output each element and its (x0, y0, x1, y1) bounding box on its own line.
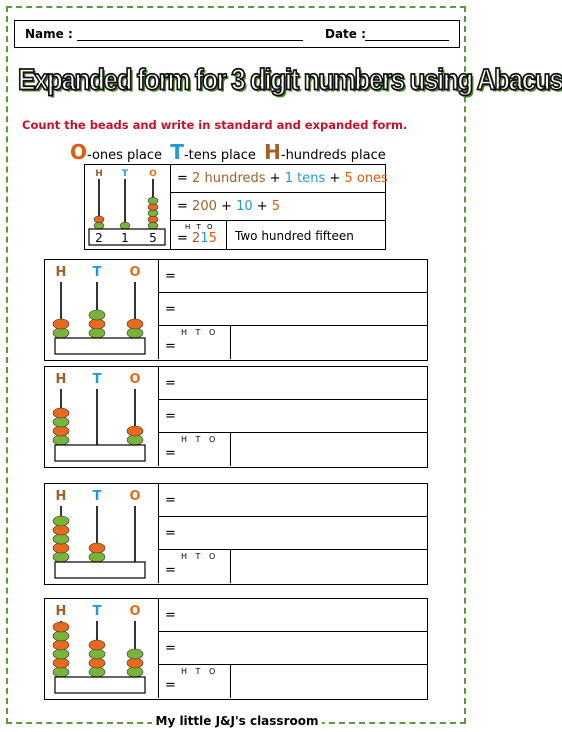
hto-header: H T O (181, 667, 219, 676)
answer-expanded-cell[interactable] (159, 517, 427, 550)
legend-t-text: -tens place (183, 148, 256, 163)
place-label-h: H (55, 489, 67, 504)
answer-words-cell[interactable] (159, 260, 427, 293)
abacus-base (55, 338, 145, 354)
date-field[interactable] (365, 40, 449, 41)
hto-header: H T O (181, 435, 219, 444)
answer-expanded-cell[interactable] (159, 400, 427, 433)
exercise-abacus (45, 260, 159, 359)
answer-standard-cell[interactable] (159, 433, 231, 466)
bead-h-2 (53, 543, 69, 553)
bead-h-5 (53, 631, 69, 641)
place-label-o: O (129, 265, 141, 280)
bead-o-2 (127, 658, 143, 668)
example-digit-1: 2 (95, 231, 103, 245)
answer-standard-cell[interactable] (159, 550, 231, 583)
equals-sign: = (165, 409, 176, 424)
place-label-t: T (121, 169, 129, 179)
place-label-t: T (92, 604, 102, 619)
bead-h-5 (53, 516, 69, 526)
bead-o-3 (127, 649, 143, 659)
abacus-base (55, 445, 145, 461)
bead-t-3 (89, 649, 105, 659)
bead-t-1 (120, 222, 130, 229)
abacus-drawing (85, 165, 171, 249)
instructions: Count the beads and write in standard and expanded form. (22, 118, 408, 132)
exercise-abacus (45, 484, 159, 583)
bead-h-6 (53, 622, 69, 632)
bead-o-1 (127, 328, 143, 338)
bead-t-3 (89, 310, 105, 320)
place-label-t: T (92, 372, 102, 387)
bead-o-1 (127, 667, 143, 677)
bead-h-2 (94, 216, 104, 223)
equals-sign: = (165, 526, 176, 541)
hto-header: H T O (181, 552, 219, 561)
answer-standard-cell[interactable] (159, 665, 231, 698)
equals-sign: = (165, 446, 176, 461)
exercise-abacus (45, 599, 159, 698)
example-row-expanded: = 200 + 10 + 5 (171, 193, 385, 221)
bead-o-2 (148, 216, 158, 223)
bead-h-1 (53, 552, 69, 562)
bead-o-1 (127, 435, 143, 445)
place-label-h: H (55, 372, 67, 387)
equals-sign: = (165, 269, 176, 284)
footer-credit: My little J&J's classroom (0, 714, 474, 728)
legend-t-letter: T (170, 140, 184, 164)
equals-sign: = (165, 678, 176, 693)
bead-h-2 (53, 319, 69, 329)
example-digit-2: 1 (121, 231, 129, 245)
place-label-h: H (95, 169, 103, 179)
exercise-4 (44, 598, 428, 700)
example-row-standard: H T O = 215 (171, 221, 227, 249)
abacus-base (55, 562, 145, 578)
place-label-o: O (129, 372, 141, 387)
answer-number-words-cell[interactable] (231, 665, 427, 698)
legend-o-letter: O (70, 140, 88, 164)
equals-sign: = (165, 608, 176, 623)
bead-o-2 (127, 426, 143, 436)
bead-h-1 (94, 222, 104, 229)
place-label-o: O (129, 604, 141, 619)
exercise-2 (44, 366, 428, 468)
place-label-o: O (149, 169, 157, 179)
abacus-drawing (45, 599, 159, 698)
bead-o-2 (127, 319, 143, 329)
legend-h-text: -hundreds place (280, 148, 386, 163)
bead-h-1 (53, 328, 69, 338)
bead-o-4 (148, 204, 158, 211)
answer-number-words-cell[interactable] (231, 433, 427, 466)
bead-o-5 (148, 197, 158, 204)
bead-h-4 (53, 525, 69, 535)
equals-sign: = (165, 376, 176, 391)
bead-h-3 (53, 534, 69, 544)
example-abacus (85, 165, 171, 249)
bead-h-4 (53, 408, 69, 418)
bead-h-2 (53, 658, 69, 668)
abacus-drawing (45, 484, 159, 583)
name-label: Name : (25, 27, 73, 41)
exercise-1 (44, 259, 428, 361)
place-label-t: T (92, 489, 102, 504)
bead-o-3 (148, 210, 158, 217)
abacus-base (55, 677, 145, 693)
equals-sign: = (165, 641, 176, 656)
bead-h-1 (53, 435, 69, 445)
bead-t-1 (89, 328, 105, 338)
example-number-words: Two hundred fifteen (235, 229, 354, 243)
bead-t-4 (89, 640, 105, 650)
bead-h-2 (53, 426, 69, 436)
answer-expanded-cell[interactable] (159, 293, 427, 326)
example-digit-3: 5 (149, 231, 157, 245)
bead-t-2 (89, 543, 105, 553)
answer-words-cell[interactable] (159, 484, 427, 517)
answer-standard-cell[interactable] (159, 326, 231, 359)
answer-expanded-cell[interactable] (159, 632, 427, 665)
bead-o-1 (148, 222, 158, 229)
name-field[interactable] (77, 40, 303, 41)
worksheet-title: Expanded form for 3 digit numbers using Abacus (18, 61, 562, 97)
place-label-o: O (129, 489, 141, 504)
date-label: Date : (325, 27, 366, 41)
bead-t-1 (89, 667, 105, 677)
place-value-legend (70, 140, 386, 164)
bead-h-3 (53, 417, 69, 427)
bead-t-1 (89, 552, 105, 562)
example-row-words: = 2 hundreds + 1 tens + 5 ones (171, 165, 385, 193)
bead-h-4 (53, 640, 69, 650)
place-label-h: H (55, 265, 67, 280)
answer-number-words-cell[interactable] (231, 326, 427, 359)
legend-h-letter: H (264, 140, 281, 164)
bead-h-1 (53, 667, 69, 677)
legend-o-text: -ones place (87, 148, 163, 163)
answer-words-cell[interactable] (159, 599, 427, 632)
answer-words-cell[interactable] (159, 367, 427, 400)
equals-sign: = (165, 563, 176, 578)
bead-t-2 (89, 319, 105, 329)
place-label-h: H (55, 604, 67, 619)
equals-sign: = (165, 339, 176, 354)
answer-number-words-cell[interactable] (231, 550, 427, 583)
exercise-abacus (45, 367, 159, 466)
bead-t-2 (89, 658, 105, 668)
bead-h-3 (53, 649, 69, 659)
name-date-bar (14, 20, 460, 48)
abacus-drawing (45, 367, 159, 466)
example-box (84, 164, 386, 250)
exercise-3 (44, 483, 428, 585)
equals-sign: = (165, 493, 176, 508)
equals-sign: = (165, 302, 176, 317)
hto-header: H T O (181, 328, 219, 337)
place-label-t: T (92, 265, 102, 280)
abacus-drawing (45, 260, 159, 359)
